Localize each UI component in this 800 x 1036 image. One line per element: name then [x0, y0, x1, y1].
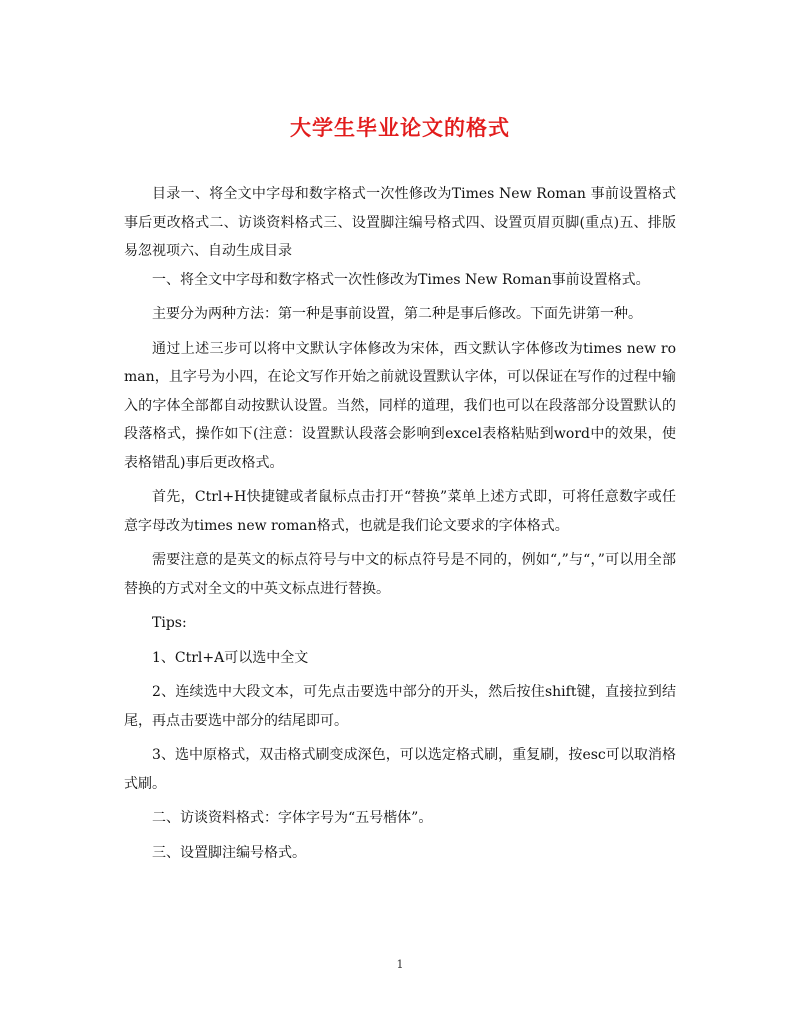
paragraph-section-1-heading: 一、将全文中字母和数字格式一次性修改为Times New Roman事前设置格式。 [152, 271, 650, 288]
paragraph-tip-3: 3、选中原格式，双击格式刷变成深色，可以选定格式刷，重复刷，按esc可以取消格式刷。 [124, 747, 676, 792]
paragraph-replace: 首先，Ctrl+H快捷键或者鼠标点击打开“替换”菜单上述方式即，可将任意数字或任意字母改为times new roman格式，也就是我们论文要求的字体格式。 [124, 489, 676, 534]
paragraph-punctuation: 需要注意的是英文的标点符号与中文的标点符号是不同的，例如“,”与“，”可以用全部替换的方式对全文的中英文标点进行替换。 [124, 552, 676, 597]
paragraph-tip-1: 1、Ctrl+A可以选中全文 [152, 649, 309, 666]
paragraph-methods: 主要分为两种方法：第一种是事前设置，第二种是事后修改。下面先讲第一种。 [152, 306, 642, 322]
document-body [124, 180, 676, 867]
paragraph-section-3: 三、设置脚注编号格式。 [152, 844, 306, 861]
paragraph-section-2: 二、访谈资料格式：字体字号为“五号楷体”。 [152, 810, 433, 826]
page-number: 1 [396, 958, 404, 971]
paragraph-default-font: 通过上述三步可以将中文默认字体修改为宋体，西文默认字体修改为times new roman，且字号为小四，在论文写作开始之前就设置默认字体，可以保证在写作的过程中输入的字体全部都自动按默认设置。当然，同样的道理，我们也可以在段落部分设置默认的段落格式，操作如下(注意：设置默认段落会影响到excel表格粘贴到word中的效果，使表格错乱)事后更改格式。 [124, 340, 676, 471]
paragraph-tips: Tips: [152, 615, 187, 631]
paragraph-toc: 目录一、将全文中字母和数字格式一次性修改为Times New Roman 事前设置格式 事后更改格式二、访谈资料格式三、设置脚注编号格式四、设置页眉页脚(重点)五、排版易忽视项六、自动生成目录 [124, 186, 676, 259]
document-title: 大学生毕业论文的格式 [290, 115, 510, 140]
paragraph-tip-2: 2、连续选中大段文本，可先点击要选中部分的开头，然后按住shift键，直接拉到结尾，再点击要选中部分的结尾即可。 [124, 684, 676, 729]
